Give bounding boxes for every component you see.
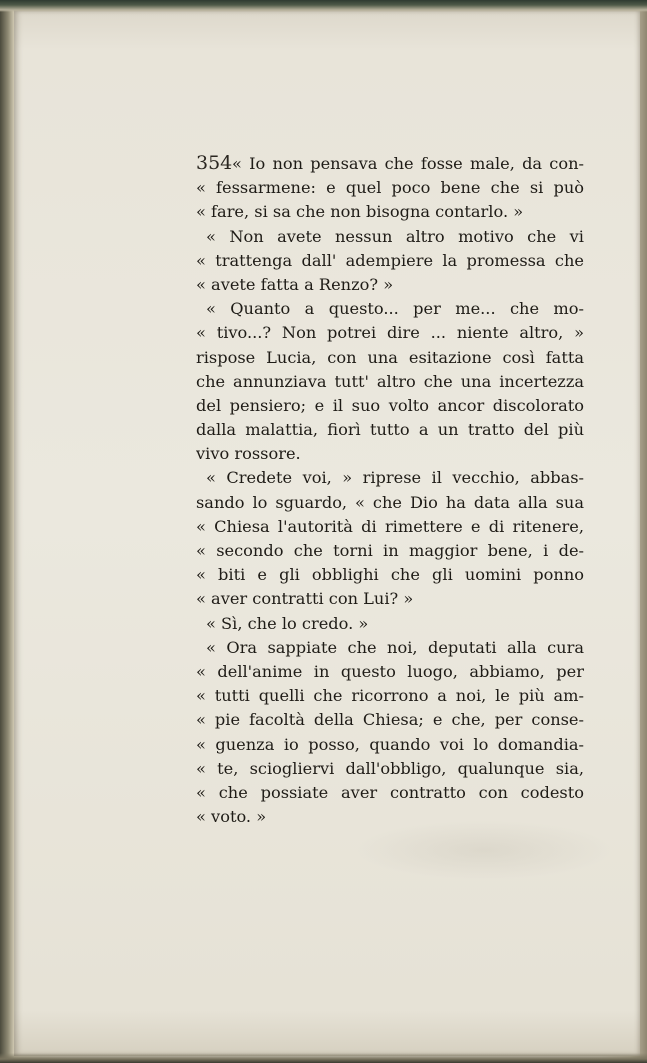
text-line: « Quanto a questo... per me... che mo- (206, 299, 584, 319)
page-bottom-edge (0, 1053, 647, 1063)
text-line: « che possiate aver contratto con codesto (196, 782, 584, 802)
text-line: « Chiesa l'autorità di rimettere e di ritenere, (196, 516, 584, 536)
text-line: « trattenga dall' adempiere la promessa che (196, 250, 584, 270)
text-line: vivo rossore. (196, 444, 301, 464)
text-line: « Credete voi, » riprese il vecchio, abbas- (206, 468, 584, 488)
text-line: rispose Lucia, con una esitazione così fatta (196, 347, 584, 367)
text-line: « Io non pensava che fosse male, da con- (232, 154, 584, 173)
text-line: del pensiero; e il suo volto ancor discolorato (196, 395, 584, 415)
text-line: « biti e gli obblighi che gli uomini ponno (196, 565, 584, 585)
text-line: « voto. » (196, 807, 267, 827)
text-line: « secondo che torni in maggior bene, i de- (196, 541, 584, 560)
text-line: « Ora sappiate che noi, deputati alla cura (206, 637, 584, 657)
text-line: « dell'anime in questo luogo, abbiamo, per (196, 661, 584, 681)
text-line: « tutti quelli che ricorrono a noi, le più am- (196, 686, 584, 706)
page-top-edge (0, 0, 647, 12)
text-line: « fessarmene: e quel poco bene che si può (196, 178, 584, 198)
text-line: « avete fatta a Renzo? » (196, 274, 394, 294)
text-line: che annunziava tutt' altro che una incertezza (196, 371, 584, 391)
text-line: « te, sciogliervi dall'obbligo, qualunque sia, (196, 758, 584, 778)
text-line: « guenza io posso, quando voi lo domandia- (196, 734, 584, 754)
text-line: « fare, si sa che non bisogna contarlo. » (196, 202, 524, 222)
text-block (196, 152, 584, 829)
text-line: « aver contratti con Lui? » (196, 589, 414, 609)
page-number: 354 (196, 152, 233, 174)
text-line: « Sì, che lo credo. » (206, 613, 369, 633)
text-line: sando lo sguardo, « che Dio ha data alla sua (196, 492, 584, 512)
text-line: « Non avete nessun altro motivo che vi (206, 226, 584, 246)
text-line: « tivo...? Non potrei dire ... niente altro, » (196, 323, 584, 343)
text-line: « pie facoltà della Chiesa; e che, per conse- (196, 710, 584, 730)
text-line: dalla malattia, fiorì tutto a un tratto del più (196, 420, 584, 440)
